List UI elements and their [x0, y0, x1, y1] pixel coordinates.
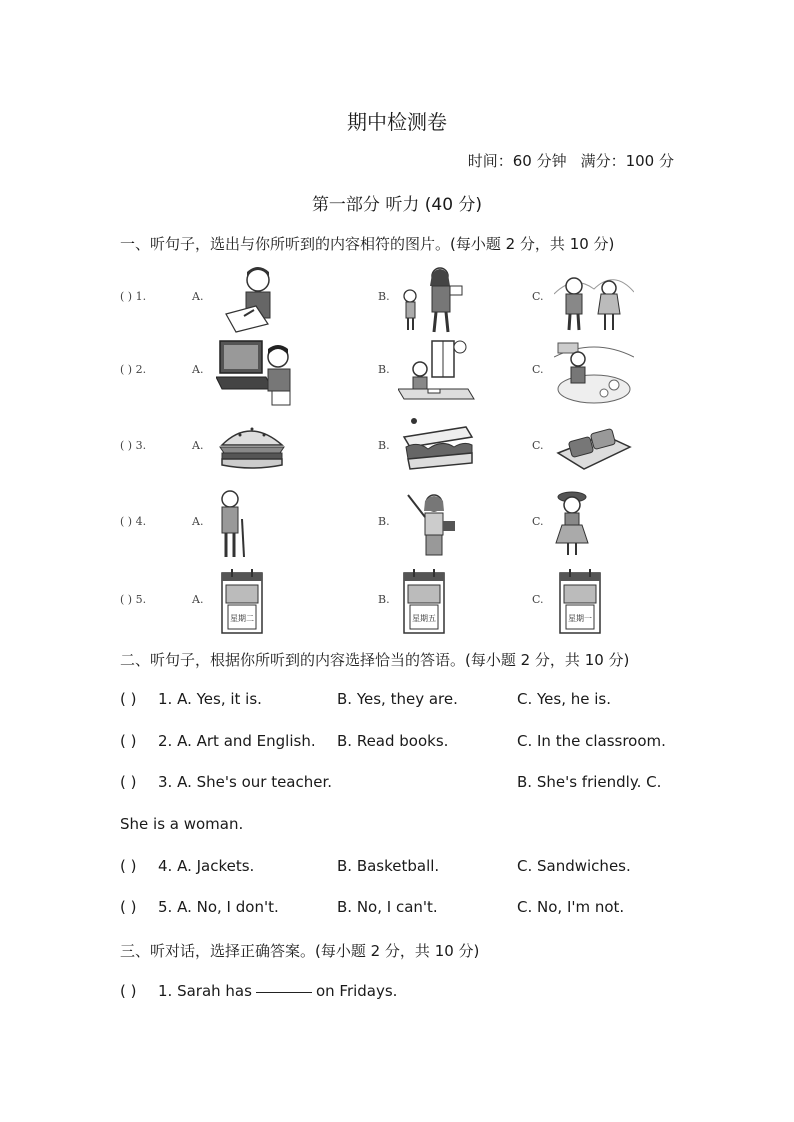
answer-blank[interactable]: ( ) — [120, 773, 137, 791]
option-c-label: C. — [532, 363, 544, 376]
woman-and-girl-icon[interactable] — [398, 264, 478, 334]
picture-question-5 — [120, 567, 680, 637]
time-limit: 时间：60 分钟 — [467, 152, 567, 170]
picture-question-3 — [120, 413, 680, 483]
option-b-label: B. — [378, 515, 390, 528]
calendar-day-text: 星期一 — [568, 614, 592, 623]
answer-blank[interactable]: ( ) — [120, 898, 137, 916]
picture-question-1 — [120, 264, 680, 334]
question-number: ( ) 2. — [120, 363, 147, 376]
option-b: B. Read books. — [337, 732, 449, 750]
option-c: C. Yes, he is. — [517, 690, 612, 708]
girl-in-park-icon[interactable] — [554, 337, 634, 407]
picture-question-4 — [120, 489, 680, 559]
question-text-after: on Fridays. — [315, 982, 398, 1000]
option-b-label: B. — [378, 363, 390, 376]
calendar-friday-icon[interactable] — [398, 567, 478, 637]
option-c: C. In the classroom. — [517, 732, 666, 750]
option-b-label: B. — [378, 439, 390, 452]
section3-heading: 三、听对话，选择正确答案。(每小题 2 分，共 10 分) — [120, 942, 480, 960]
girl-with-hat-icon[interactable] — [554, 489, 634, 559]
option-b-label: B. — [378, 593, 390, 606]
option-a-label: A. — [192, 363, 204, 376]
page-title: 期中检测卷 — [347, 110, 447, 134]
question-text-before: 1. Sarah has — [158, 982, 252, 1000]
option-a-label: A. — [192, 439, 204, 452]
option-a: 2. A. Art and English. — [158, 732, 316, 750]
question-number: ( ) 1. — [120, 290, 147, 303]
question-number: ( ) 4. — [120, 515, 147, 528]
option-c-label: C. — [532, 515, 544, 528]
listening-question-5 — [120, 898, 680, 920]
answer-blank[interactable]: ( ) — [120, 982, 137, 1000]
listening-question-1 — [120, 690, 680, 712]
listening-question-4 — [120, 857, 680, 879]
calendar-monday-icon[interactable] — [554, 567, 634, 637]
listening-question-3 — [120, 773, 680, 795]
option-c-label: C. — [532, 593, 544, 606]
option-a: 4. A. Jackets. — [158, 857, 255, 875]
option-a-label: A. — [192, 515, 204, 528]
old-man-icon[interactable] — [216, 489, 296, 559]
two-kids-talking-icon[interactable] — [554, 264, 634, 334]
calendar-tuesday-icon[interactable] — [216, 567, 296, 637]
option-b: B. She's friendly. C. — [517, 773, 662, 791]
boy-computer-icon[interactable] — [216, 337, 296, 407]
section2-heading: 二、听句子，根据你所听到的内容选择恰当的答语。(每小题 2 分，共 10 分) — [120, 651, 630, 669]
teacher-icon[interactable] — [398, 489, 478, 559]
sandwich-icon[interactable] — [398, 413, 478, 483]
dialogue-question-1 — [120, 982, 680, 1004]
option-a: 1. A. Yes, it is. — [158, 690, 262, 708]
option-a: 5. A. No, I don't. — [158, 898, 279, 916]
calendar-day-text: 星期二 — [230, 614, 254, 623]
option-b-label: B. — [378, 290, 390, 303]
section1-heading: 一、听句子，选出与你所听到的内容相符的图片。(每小题 2 分，共 10 分) — [120, 235, 615, 253]
option-b: B. No, I can't. — [337, 898, 438, 916]
option-c-label: C. — [532, 290, 544, 303]
calendar-day-text: 星期五 — [412, 614, 436, 623]
question-number: ( ) 3. — [120, 439, 147, 452]
question-number: ( ) 5. — [120, 593, 147, 606]
option-c: C. No, I'm not. — [517, 898, 625, 916]
exam-meta — [468, 150, 674, 171]
girl-at-desk-icon[interactable] — [398, 337, 478, 407]
option-c-continuation: She is a woman. — [120, 815, 244, 833]
option-a: 3. A. She's our teacher. — [158, 773, 333, 791]
answer-blank[interactable]: ( ) — [120, 857, 137, 875]
fill-in-blank[interactable] — [256, 992, 312, 993]
question-text — [158, 982, 397, 1000]
hamburger-icon[interactable] — [216, 413, 296, 483]
boy-writing-icon[interactable] — [216, 264, 296, 334]
picture-question-2 — [120, 337, 680, 407]
option-a-label: A. — [192, 290, 204, 303]
bread-plate-icon[interactable] — [554, 413, 634, 483]
listening-question-2 — [120, 732, 680, 754]
option-b: B. Basketball. — [337, 857, 440, 875]
option-b: B. Yes, they are. — [337, 690, 458, 708]
answer-blank[interactable]: ( ) — [120, 732, 137, 750]
full-score: 满分：100 分 — [580, 152, 674, 170]
option-c-label: C. — [532, 439, 544, 452]
part-heading: 第一部分 听力 (40 分) — [311, 195, 483, 215]
answer-blank[interactable]: ( ) — [120, 690, 137, 708]
option-c: C. Sandwiches. — [517, 857, 631, 875]
option-a-label: A. — [192, 593, 204, 606]
